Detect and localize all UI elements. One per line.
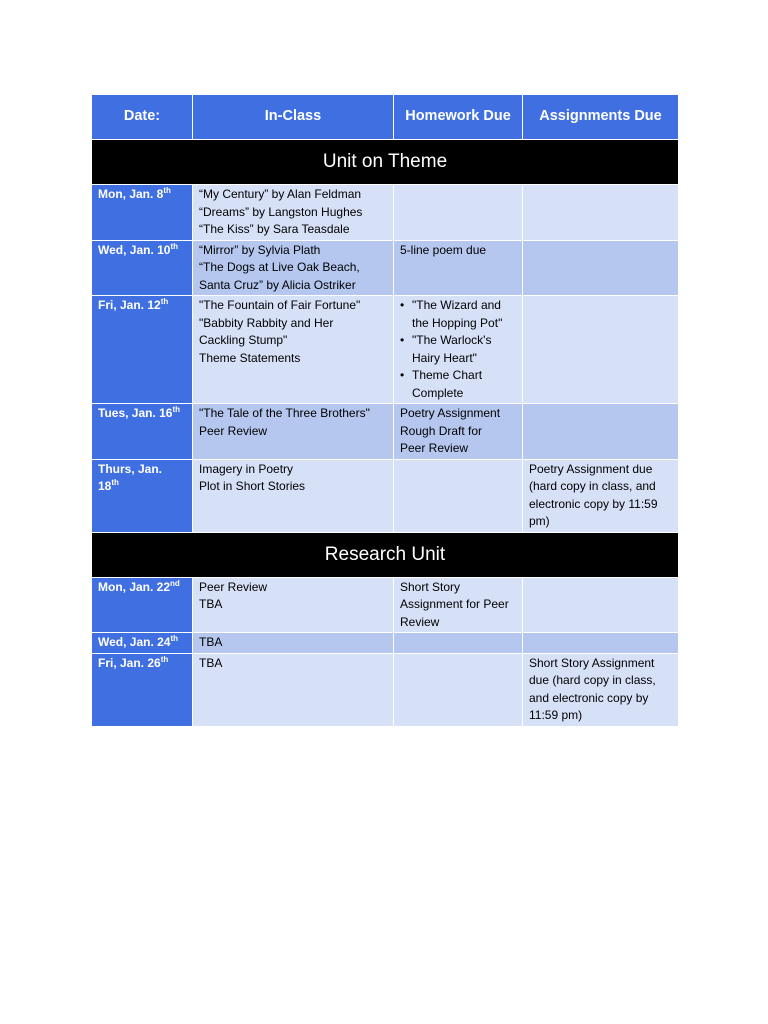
in-class-line: Plot in Short Stories [199,479,306,493]
homework-line: 5-line poem due [400,242,487,257]
in-class-line: “Dreams” by Langston Hughes [199,204,363,219]
homework-cell [394,296,523,404]
header-assignments-due: Assignments Due [523,95,679,140]
homework-line: Review [400,614,440,629]
in-class-line: “The Dogs at Live Oak Beach, [199,260,360,274]
in-class-line: "Babbity Rabbity and Her [199,315,334,330]
homework-cell [394,459,523,532]
assignments-cell: Short Story Assignment due (hard copy in class, and electronic copy by 11:59 pm) [523,653,679,726]
in-class-line: “My Century” by Alan Feldman [199,187,362,201]
table-row [92,577,679,633]
in-class-cell [193,404,394,460]
in-class-line: Peer Review [199,579,268,594]
date-cell: Fri, Jan. 26th [92,653,193,726]
in-class-cell [193,459,394,532]
in-class-line: Theme Statements [199,350,301,365]
assignments-cell: Poetry Assignment due (hard copy in class, and electronic copy by 11:59 pm) [523,459,679,532]
in-class-line: “The Kiss” by Sara Teasdale [199,222,350,236]
table-row [92,185,679,241]
homework-line: Assignment for Peer [400,597,509,611]
header-date: Date: [92,95,193,140]
assignments-cell [523,185,679,241]
in-class-line: TBA [199,597,223,611]
date-cell: Wed, Jan. 24th [92,633,193,654]
homework-cell [394,240,523,296]
homework-line: Peer Review [400,441,469,455]
table-row [92,633,679,654]
section-row-theme [92,140,679,185]
assignments-cell [523,633,679,654]
date-cell: Thurs, Jan. 18th [92,459,193,532]
homework-cell [394,653,523,726]
date-cell: Mon, Jan. 8th [92,185,193,241]
homework-cell [394,185,523,241]
homework-line: Rough Draft for [400,423,483,438]
section-title: Research Unit [92,532,679,577]
homework-cell [394,404,523,460]
assignments-cell [523,296,679,404]
in-class-line: "The Tale of the Three Brothers" [199,406,370,420]
assignments-cell [523,404,679,460]
schedule-table [91,94,679,727]
date-cell: Tues, Jan. 16th [92,404,193,460]
table-row [92,296,679,404]
assignments-cell [523,240,679,296]
table-row [92,459,679,532]
header-homework-due: Homework Due [394,95,523,140]
homework-bullet-item: • "The Wizard and the Hopping Pot" [412,297,516,332]
homework-line: Short Story [400,579,461,594]
date-cell: Wed, Jan. 10th [92,240,193,296]
in-class-cell [193,633,394,654]
in-class-line: TBA [199,655,223,670]
homework-line: Poetry Assignment [400,406,501,420]
in-class-cell [193,577,394,633]
homework-bullet-item: • Theme Chart Complete [412,367,516,402]
homework-cell [394,633,523,654]
in-class-line: Peer Review [199,423,268,438]
table-row [92,404,679,460]
section-title: Unit on Theme [92,140,679,185]
homework-bullet-item: • "The Warlock's Hairy Heart" [412,332,516,367]
header-in-class: In-Class [193,95,394,140]
in-class-cell [193,653,394,726]
in-class-line: “Mirror” by Sylvia Plath [199,242,321,257]
in-class-line: Cackling Stump" [199,333,288,347]
table-row [92,240,679,296]
homework-cell [394,577,523,633]
assignments-cell [523,577,679,633]
section-row-research [92,532,679,577]
in-class-line: Imagery in Poetry [199,461,294,476]
in-class-line: Santa Cruz” by Alicia Ostriker [199,277,356,292]
date-cell: Mon, Jan. 22nd [92,577,193,633]
in-class-cell [193,296,394,404]
date-cell: Fri, Jan. 12th [92,296,193,404]
in-class-cell [193,240,394,296]
table-row [92,653,679,726]
in-class-line: "The Fountain of Fair Fortune" [199,298,361,312]
in-class-cell [193,185,394,241]
in-class-line: TBA [199,635,223,649]
header-row [92,95,679,140]
homework-bullet-list [400,297,516,402]
